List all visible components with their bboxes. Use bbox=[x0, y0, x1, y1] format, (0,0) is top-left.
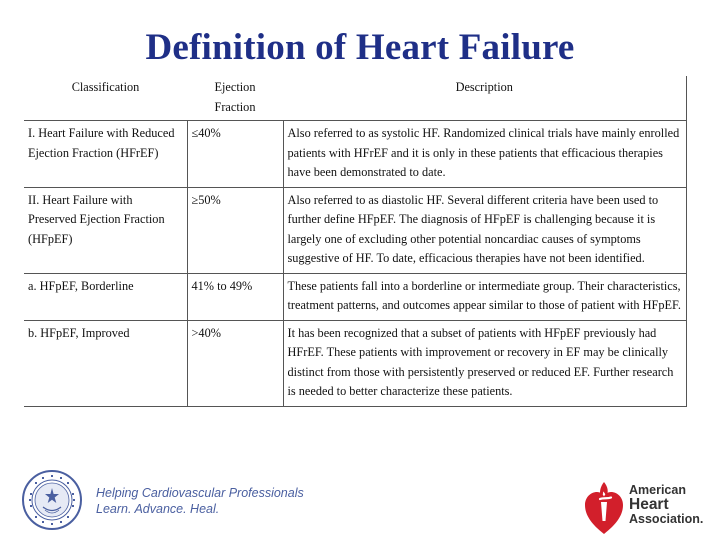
header-ef-line2: Fraction bbox=[214, 99, 256, 114]
aha-wordmark-line3: Association. bbox=[629, 512, 704, 526]
cell-classification: I. Heart Failure with Reduced Ejection Fraction (HFrEF) bbox=[28, 126, 175, 160]
table-row-hfref bbox=[24, 121, 686, 188]
header-classification: Classification bbox=[71, 80, 140, 94]
cell-ejection-fraction: >40% bbox=[187, 320, 283, 406]
cell-description: Also referred to as diastolic HF. Several different criteria have been used to further define HFpEF. The diagnosis of HFpEF is challenging because it is largely one of excluding other potential noncardiac causes of symptoms suggestive of HF. To date, efficacious therapies have not been identified. bbox=[283, 187, 686, 273]
aha-wordmark bbox=[629, 484, 703, 526]
acc-tagline-line2: Learn. Advance. Heal. bbox=[96, 502, 220, 516]
cell-ejection-fraction: ≤40% bbox=[187, 121, 283, 188]
cell-classification: a. HFpEF, Borderline bbox=[28, 278, 134, 293]
table-row-hfpef bbox=[24, 187, 686, 273]
acc-tagline-line1: Helping Cardiovascular Professionals bbox=[96, 486, 304, 500]
cell-classification: b. HFpEF, Improved bbox=[28, 325, 130, 340]
aha-wordmark-line2: Heart bbox=[629, 496, 669, 513]
cell-description: Also referred to as systolic HF. Randomized clinical trials have mainly enrolled patients with HFrEF and it is only in these patients that efficacious therapies have been demonstrated to date. bbox=[283, 121, 686, 188]
acc-seal-logo bbox=[22, 470, 82, 530]
table-row-hfpef-borderline bbox=[24, 273, 686, 320]
page-title: Definition of Heart Failure bbox=[145, 27, 575, 68]
cell-description: These patients fall into a borderline or intermediate group. Their characteristics, treatment patterns, and outcomes appear similar to those of patient with HFpEF. bbox=[283, 273, 686, 320]
header-ejection-fraction bbox=[187, 76, 283, 121]
cell-ejection-fraction: ≥50% bbox=[187, 187, 283, 273]
acc-tagline bbox=[96, 485, 304, 517]
aha-heart-torch-logo bbox=[584, 478, 624, 536]
cell-description: It has been recognized that a subset of patients with HFpEF previously had HFrEF. These patients with improvement or recovery in EF may be clinically distinct from those with persistently preserved or reduced EF. Further research is needed to better characterize these patients. bbox=[283, 320, 686, 406]
table-row-hfpef-improved bbox=[24, 320, 686, 406]
cell-classification: II. Heart Failure with Preserved Ejection Fraction (HFpEF) bbox=[28, 192, 165, 246]
aha-wordmark-line1: American bbox=[629, 483, 686, 497]
header-ef-line1: Ejection bbox=[214, 80, 256, 94]
table-header-row bbox=[24, 76, 686, 121]
header-description: Description bbox=[283, 76, 686, 121]
cell-ejection-fraction: 41% to 49% bbox=[187, 273, 283, 320]
heart-failure-table bbox=[24, 76, 687, 407]
